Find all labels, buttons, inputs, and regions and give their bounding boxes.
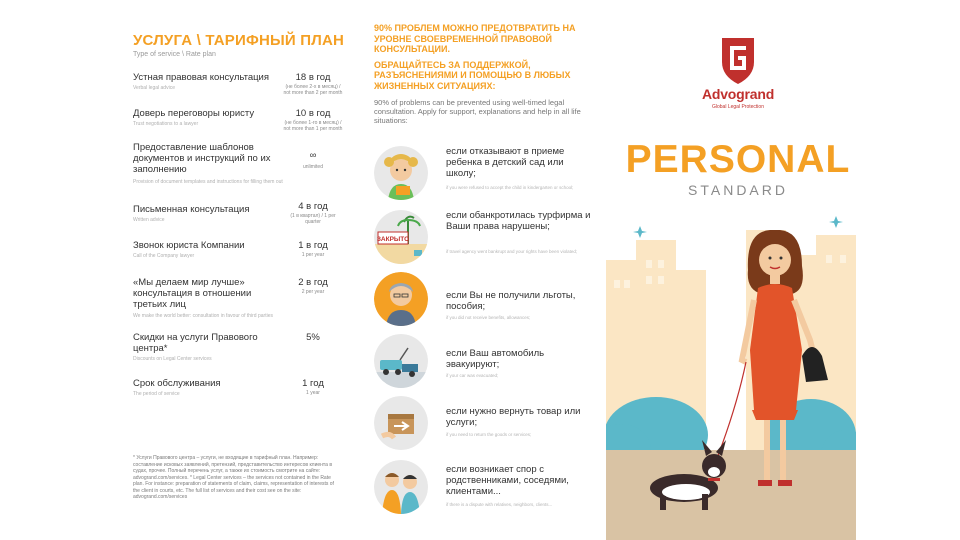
service-name-en: The period of service — [133, 391, 180, 397]
service-name: Срок обслуживания — [133, 378, 221, 389]
plan-panel — [606, 0, 856, 540]
footnote: * Услуги Правового центра – услуги, не входящие в тарифный план. Например: составление исковых заявлений, претензий, представительство интересов клиента в судах, прочее. Полный перечень услуг, а также их стоимость смотрите на сайте: advogrand.com/services. * Legal Center services – the services not contained in the Rate plan. For instance: preparation of statements of claim, claims, representation of interests of the client in courts, etc. The full list of services and their cost see on the site: advogrand.com/services — [133, 455, 334, 500]
service-value-sub: (не более 1-го в месяц) / not more than 1 per month — [283, 120, 343, 132]
service-name-en: Trust negotiations to a lawyer — [133, 121, 199, 127]
plan-tier: STANDARD — [688, 182, 788, 198]
situation-en: if you did not receive benefits, allowances; — [446, 315, 531, 320]
service-name: Устная правовая консультация — [133, 72, 270, 83]
situation-text: если обанкротилась турфирма и Ваши права нарушены; — [446, 210, 591, 232]
situation-en: if you need to return the goods or services; — [446, 432, 532, 437]
service-name-en: We make the world better: consultation in favour of third parties — [133, 313, 273, 319]
situation-item — [374, 460, 594, 516]
service-value-sub: (не более 2-х в месяц) / not more than 2 per month — [283, 84, 343, 96]
tariff-header — [133, 32, 353, 58]
girl-with-book-icon — [374, 146, 428, 200]
support-headline: ОБРАЩАЙТЕСЬ ЗА ПОДДЕРЖКОЙ, РАЗЪЯСНЕНИЯМИ И ПОМОЩЬЮ В ЛЮБЫХ ЖИЗНЕННЫХ СИТУАЦИЯХ: — [374, 59, 571, 91]
prevention-block — [374, 23, 594, 125]
situation-item — [374, 146, 594, 202]
service-name: Звонок юриста Компании — [133, 240, 245, 251]
service-name: Предоставление шаблонов документов и инструкций по их заполнению — [133, 142, 271, 175]
situation-text: если отказывают в приеме ребенка в детский сад или школу; — [446, 146, 565, 179]
situation-item — [374, 396, 594, 452]
service-name-en: Call of the Company lawyer — [133, 253, 195, 259]
service-value: 1 год — [302, 378, 324, 389]
service-value-sub: 2 per year — [301, 289, 325, 295]
elderly-woman-icon — [374, 272, 428, 326]
situation-en: if your car was evacuated; — [446, 373, 499, 378]
tow-truck-icon — [374, 334, 428, 388]
service-value: 18 в год — [295, 72, 331, 83]
closed-travel-agency-icon — [374, 210, 428, 264]
return-box-icon — [374, 396, 428, 450]
brand-name: Advogrand — [701, 86, 775, 102]
service-value: ∞ — [309, 150, 317, 161]
situation-item — [374, 272, 594, 328]
shield-logo-icon — [678, 34, 798, 86]
situation-item — [374, 210, 594, 266]
service-value-sub: (1 в квартал) / 1 per quarter — [290, 213, 336, 225]
situation-text: если Вы не получили льготы, пособия; — [446, 290, 576, 312]
dispute-people-icon — [374, 460, 428, 514]
situation-text: если Ваш автомобиль эвакуируют; — [446, 348, 545, 370]
service-value: 5% — [306, 332, 320, 343]
service-name-en: Discounts on Legal Center services — [133, 356, 212, 362]
situation-en: if there is a dispute with relatives, neighbors, clients... — [446, 502, 553, 507]
tariff-title: УСЛУГА \ ТАРИФНЫЙ ПЛАН — [133, 32, 345, 49]
service-name-en: Verbal legal advice — [133, 85, 175, 91]
service-value: 1 в год — [298, 240, 328, 251]
situation-en: if you were refused to accept the child in kindergarten or school; — [446, 185, 574, 190]
situation-item — [374, 334, 594, 390]
situation-text: если возникает спор с родственниками, соседями, клиентами... — [446, 464, 569, 497]
prevention-headline: 90% ПРОБЛЕМ МОЖНО ПРЕДОТВРАТИТЬ НА УРОВНЕ СВОЕВРЕМЕННОЙ ПРАВОВОЙ КОНСУЛЬТАЦИИ. — [374, 23, 576, 54]
prevention-en: 90% of problems can be prevented using well-timed legal consultation. Apply for support, explanations and help in all life situations: — [374, 98, 581, 125]
service-name-en: Provision of document templates and instructions for filling them out — [133, 179, 283, 185]
tariff-subtitle: Type of service \ Rate plan — [133, 51, 216, 58]
brand-tagline: Global Legal Protection — [712, 104, 764, 110]
service-value-sub: 1 per year — [301, 252, 325, 258]
situation-en: if travel agency went bankrupt and your rights have been violated; — [446, 249, 578, 254]
situation-text: если нужно вернуть товар или услуги; — [446, 406, 581, 428]
service-name: Доверь переговоры юристу — [133, 108, 255, 119]
service-value-sub: unlimited — [302, 164, 323, 170]
service-name-en: Written advice — [133, 217, 165, 223]
service-name: Письменная консультация — [133, 204, 250, 215]
plan-name: PERSONAL — [625, 138, 851, 181]
service-value: 4 в год — [298, 201, 328, 212]
service-value: 2 в год — [298, 277, 328, 288]
service-value-sub: 1 year — [306, 390, 320, 396]
service-name: Скидки на услуги Правового центра* — [133, 332, 258, 354]
woman-with-dog-illustration — [606, 210, 856, 540]
service-value: 10 в год — [295, 108, 331, 119]
closed-sign-text: ЗАКРЫТО — [376, 236, 410, 243]
service-name: «Мы делаем мир лучше» консультация в отношении третьих лиц — [133, 277, 252, 310]
